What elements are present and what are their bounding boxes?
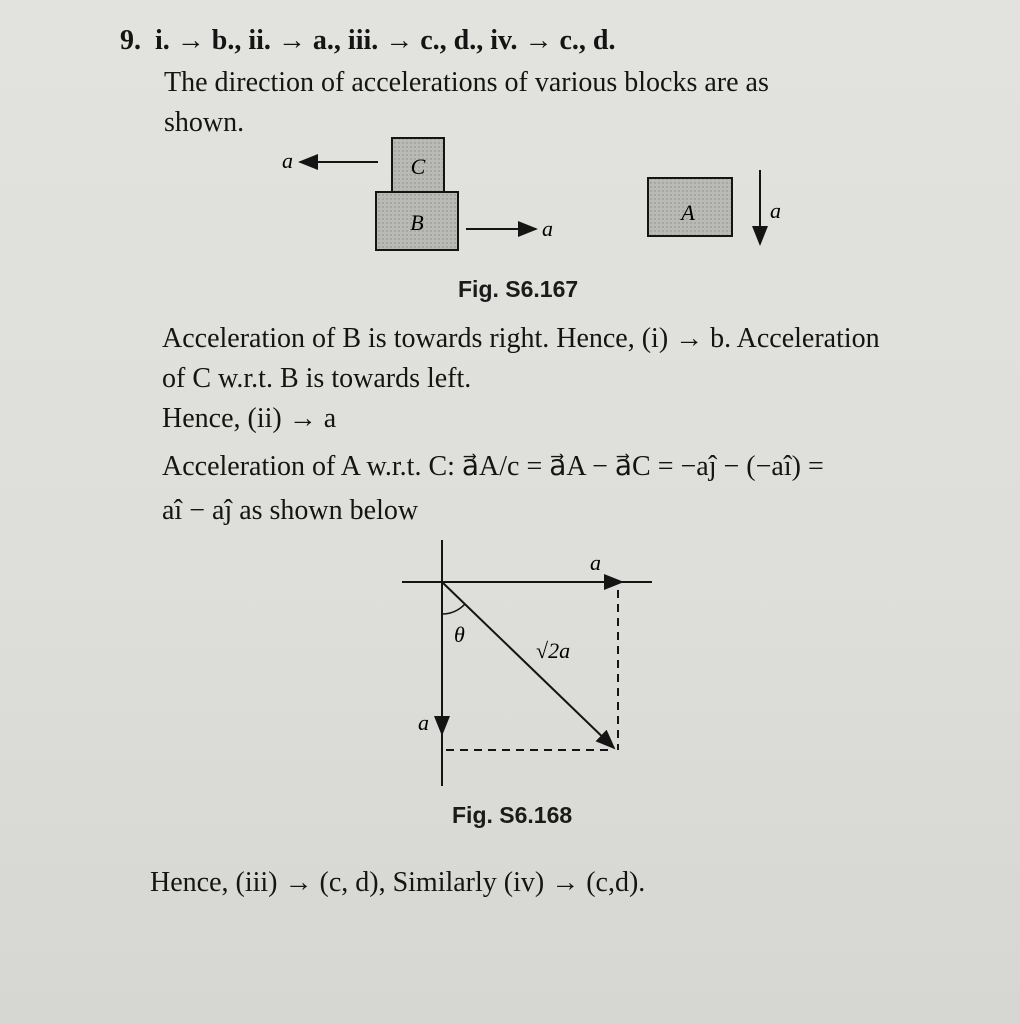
explanation-line-5: aî − aĵ as shown below	[162, 495, 419, 526]
resultant-arrow	[442, 582, 614, 748]
explanation-line-3: Hence, (ii) → a	[162, 403, 337, 434]
block-a-label: A	[681, 200, 695, 225]
answer-line	[120, 24, 615, 58]
figure-s6-167-caption: Fig. S6.167	[458, 276, 579, 302]
figure-s6-168-caption: Fig. S6.168	[452, 802, 573, 828]
figure-s6-167	[270, 130, 810, 270]
answer-key: i. → b., ii. → a., iii. → c., d., iv. → c., d.	[155, 25, 616, 56]
figure-s6-168	[390, 538, 670, 790]
arrow-right-label: a	[542, 216, 553, 241]
label-top-a: a	[590, 550, 601, 575]
label-theta: θ	[454, 622, 465, 647]
label-diag: √2a	[536, 638, 571, 663]
arrow-left-label: a	[282, 148, 293, 173]
theta-arc	[442, 604, 465, 614]
conclusion-line: Hence, (iii) → (c, d), Similarly (iv) → (c,d).	[150, 867, 646, 898]
explanation-line-2: of C w.r.t. B is towards left.	[162, 363, 472, 394]
explanation-line-4: Acceleration of A w.r.t. C: a⃗A/c = a⃗A − a⃗C = −aĵ − (−aî) =	[162, 451, 824, 482]
question-number: 9.	[120, 25, 141, 56]
intro-line-1: The direction of accelerations of various blocks are as	[164, 67, 769, 98]
arrow-down-label: a	[770, 198, 781, 223]
intro-line-2: shown.	[164, 107, 245, 138]
label-left-a: a	[418, 710, 429, 735]
block-c-label: C	[410, 154, 426, 179]
explanation-line-1: Acceleration of B is towards right. Hence, (i) → b. Acceleration	[162, 323, 880, 354]
block-b-label: B	[410, 210, 424, 235]
